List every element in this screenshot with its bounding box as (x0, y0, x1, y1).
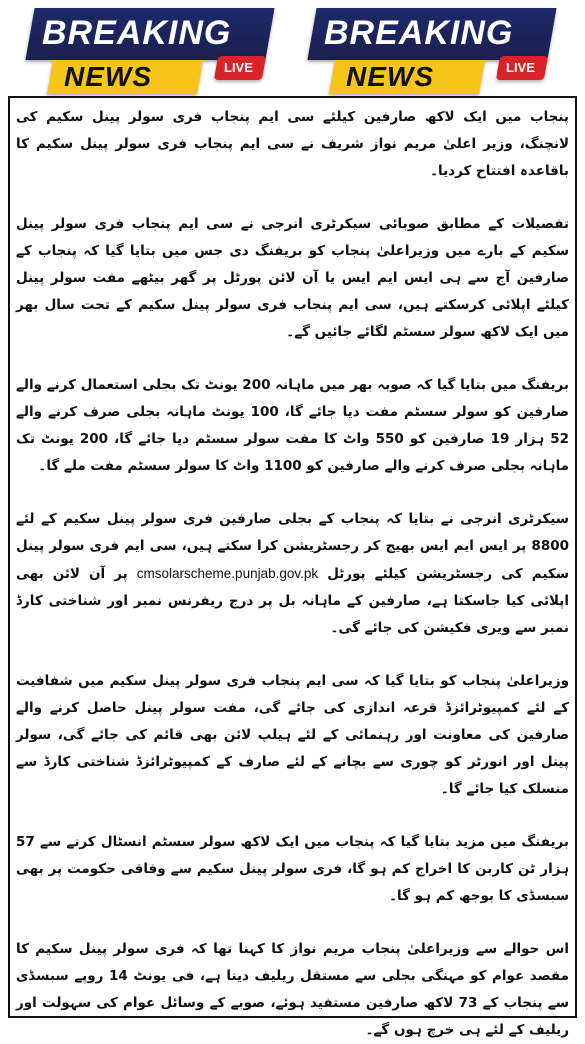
article-body (16, 104, 570, 1038)
paragraph-briefing: بریفنگ میں بتایا گیا کہ صوبہ بھر میں ماہانہ 200 یونٹ تک بجلی استعمال کرنے والے صارفین کو سولر سسٹم مفت دیا جائے گا، 100 یونٹ ماہانہ بجلی صرف کرنے والے 52 ہزار 19 صارفین کو 550 واٹ کا مفت سولر سسٹم دیا جائے گا، 200 یونٹ تک ماہانہ بجلی صرف کرنے والے صارفین کو 1100 واٹ کا سولر سسٹم مفت ملے گا۔ (16, 377, 570, 474)
paragraph-carbon: بریفنگ میں مزید بتایا گیا کہ پنجاب میں ایک لاکھ سولر سسٹم انسٹال کرنے سے 57 ہزار ٹن کاربن کا اخراج کم ہو گا، فری سولر پینل سکیم سے وفاقی حکومت پر بھی سبسڈی کا بوجھ کم ہو گا۔ (16, 834, 569, 904)
paragraph-cm-statement: اس حوالے سے وزیراعلیٰ پنجاب مریم نواز کا کہنا تھا کہ فری سولر پینل سکیم کا مقصد عوام کو مہنگی بجلی سے مستقل ریلیف دینا ہے، فی یونٹ 14 روپے سبسڈی سے پنجاب کے 73 لاکھ صارفین مستفید ہوئے، صوبے کے وسائل عوام کی سہولت اور ریلیف کے لئے ہی خرچ ہوں گے۔ (16, 941, 569, 1038)
portal-url: cmsolarscheme.punjab.gov.pk (136, 566, 319, 581)
live-label: LIVE (224, 60, 253, 75)
paragraph-intro: پنجاب میں ایک لاکھ صارفین کیلئے سی ایم پنجاب فری سولر پینل سکیم کی لانچنگ، وزیر اعلیٰ مریم نواز شریف نے سی ایم پنجاب فری سولر پینل سکیم کا باقاعدہ افتتاح کردیا۔ (16, 109, 569, 179)
news-label: NEWS (346, 61, 434, 92)
breaking-news-banner-left (30, 4, 292, 94)
paragraph-registration (16, 506, 569, 642)
breaking-label: BREAKING (324, 14, 514, 52)
registration-text: سیکرٹری انرجی نے بتایا کہ پنجاب کے بجلی صارفین فری سولر پینل سکیم کے لئے 8800 پر ایس ایم ایس بھیج کر رجسٹریشن کرا سکتے ہیں، سی ایم فری سولر پینل سکیم کی رجسٹریشن کیلئے پورٹل (16, 511, 569, 582)
registration-text-continued: پر آن لائن بھی اپلائی کیا جاسکتا ہے، صارفین کے ماہانہ بل پر درج ریفرنس نمبر اور شناختی کارڈ نمبر سے ویری فکیشن کی جائے گی۔ (16, 566, 569, 636)
paragraph-transparency: وزیراعلیٰ پنجاب کو بتایا گیا کہ سی ایم پنجاب فری سولر پینل سکیم میں شفافیت کے لئے کمپیوٹرائزڈ قرعہ اندازی کی جائے گی، مفت سولر پینل حاصل کرنے والے صارفین کی معاونت اور رہنمائی کے لئے ہیلپ لائن بھی قائم کی جائے گی، سولر پینل اور انورٹر کو چوری سے بچانے کے لئے صارف کے کمپیوٹرائزڈ شناختی کارڈ سے منسلک کیا جائے گا۔ (16, 673, 569, 797)
breaking-news-banner-right (312, 4, 574, 94)
breaking-label: BREAKING (42, 14, 232, 52)
live-label: LIVE (506, 60, 535, 75)
paragraph-details: تفصیلات کے مطابق صوبائی سیکرٹری انرجی نے سی ایم پنجاب فری سولر پینل سکیم کے بارے میں وزیراعلیٰ پنجاب کو بریفنگ دی جس میں بتایا گیا کہ پنجاب کے صارفین آج سے ہی ایس ایم ایس یا آن لائن پورٹل پر گھر بیٹھے مفت سولر پینل کیلئے اپلائی کرسکتے ہیں، سی ایم پنجاب فری سولر پینل سکیم کے تحت سال بھر میں ایک لاکھ سولر سسٹم لگائے جائیں گے۔ (16, 216, 569, 340)
news-label: NEWS (64, 61, 152, 92)
